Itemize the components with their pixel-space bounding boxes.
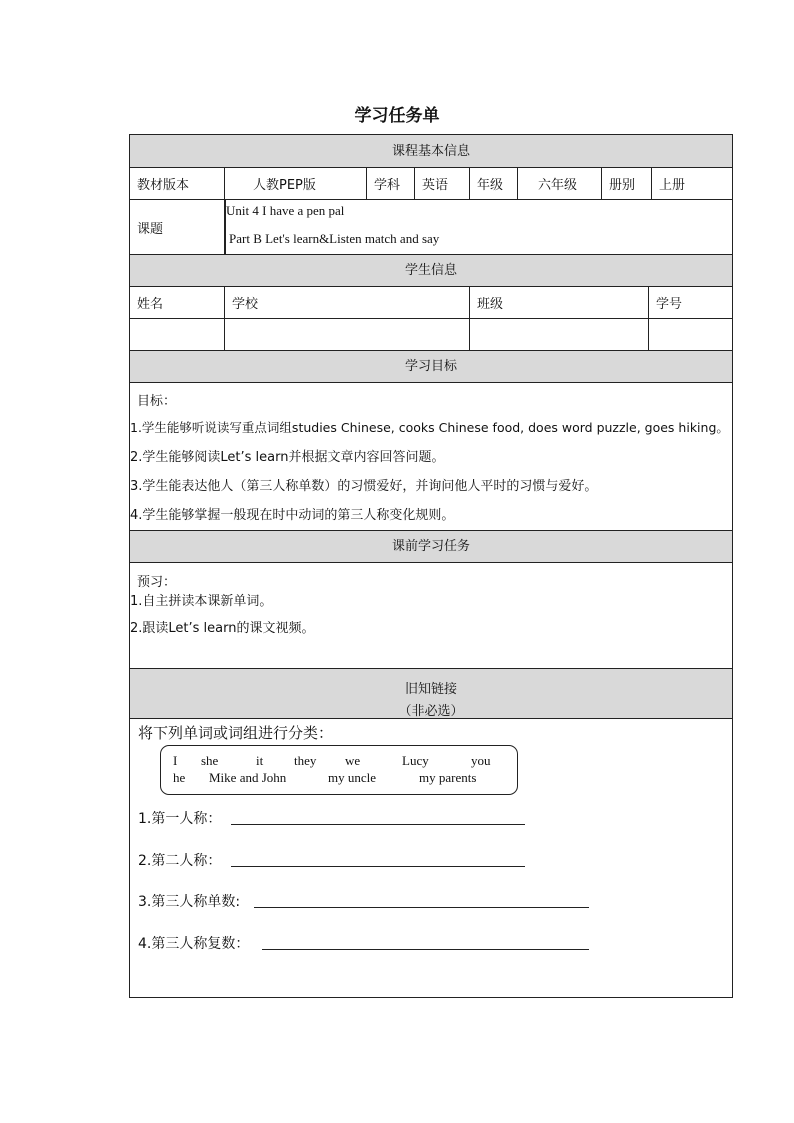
subject-label: 学科 (367, 168, 415, 199)
volume-value: 上册 (659, 178, 686, 193)
edition-value: 人教PEP版 (225, 168, 367, 199)
class-input[interactable] (470, 319, 649, 350)
student-id-input[interactable] (649, 319, 732, 350)
objective-item: 3.学生能表达他人（第三人称单数）的习惯爱好，并询问他人平时的习惯与爱好。 (130, 479, 598, 494)
question-first-person: 1.第一人称： (138, 811, 222, 827)
course-info-header: 课程基本信息 (130, 135, 732, 168)
pre-tasks-body (130, 563, 732, 669)
pre-task-item: 2.跟读Let’s learn的课文视频。 (130, 621, 315, 636)
school-label: 学校 (225, 287, 470, 318)
name-label: 姓名 (130, 287, 225, 318)
question-second-person: 2.第二人称： (138, 853, 222, 869)
answer-line-first-person[interactable] (231, 824, 525, 825)
question-third-singular: 3.第三人称单数: (138, 894, 241, 910)
word-item: my parents (419, 770, 477, 785)
answer-line-second-person[interactable] (231, 866, 525, 867)
topic-line-2: Part B Let's learn&Listen match and say (229, 231, 440, 246)
course-meta-row (130, 168, 732, 200)
word-item: we (345, 753, 361, 768)
objective-item: 2.学生能够阅读Let’s learn并根据文章内容回答问题。 (130, 450, 445, 465)
word-item: Mike and John (209, 770, 287, 785)
name-input[interactable] (130, 319, 225, 350)
word-item: my uncle (328, 770, 377, 785)
task-sheet-table (129, 134, 733, 998)
answer-line-third-singular[interactable] (254, 907, 589, 908)
student-id-label: 学号 (656, 297, 683, 312)
pre-tasks-header: 课前学习任务 (130, 531, 732, 563)
student-labels-row (130, 287, 732, 319)
objectives-intro: 目标： (137, 394, 177, 409)
objective-item: 1.学生能够听说读写重点词组studies Chinese, cooks Chinese food, does word puzzle, goes hiking。 (130, 420, 729, 435)
topic-label: 课题 (130, 200, 225, 254)
edition-label: 教材版本 (130, 168, 225, 199)
topic-line-1: Unit 4 I have a pen pal (226, 203, 345, 218)
student-info-header: 学生信息 (130, 255, 732, 287)
review-title: 旧知链接 (404, 682, 457, 697)
pre-task-item: 1.自主拼读本课新单词。 (130, 594, 273, 609)
word-item: you (471, 753, 491, 768)
objectives-body (130, 383, 732, 531)
grade-value: 六年级 (518, 168, 602, 199)
review-instruction: 将下列单词或词组进行分类： (138, 724, 334, 742)
grade-label: 年级 (470, 168, 518, 199)
word-bank-box (160, 745, 518, 795)
word-item: she (201, 753, 219, 768)
review-header (130, 669, 732, 719)
page-title: 学习任务单 (354, 106, 440, 126)
school-input[interactable] (225, 319, 470, 350)
question-third-plural: 4.第三人称复数： (138, 936, 250, 952)
topic-row (130, 200, 732, 255)
word-item: Lucy (402, 753, 429, 768)
review-subtitle: （非必选） (398, 704, 464, 719)
word-item: I (173, 753, 178, 768)
objective-item: 4.学生能够掌握一般现在时中动词的第三人称变化规则。 (130, 508, 455, 523)
objectives-header: 学习目标 (130, 351, 732, 383)
volume-label: 册别 (602, 168, 652, 199)
word-item: he (173, 770, 186, 785)
subject-value: 英语 (415, 168, 470, 199)
word-item: it (256, 753, 264, 768)
word-item: they (294, 753, 317, 768)
class-label: 班级 (470, 287, 649, 318)
pre-tasks-intro: 预习： (137, 575, 177, 590)
student-input-row (130, 319, 732, 351)
answer-line-third-plural[interactable] (262, 949, 589, 950)
